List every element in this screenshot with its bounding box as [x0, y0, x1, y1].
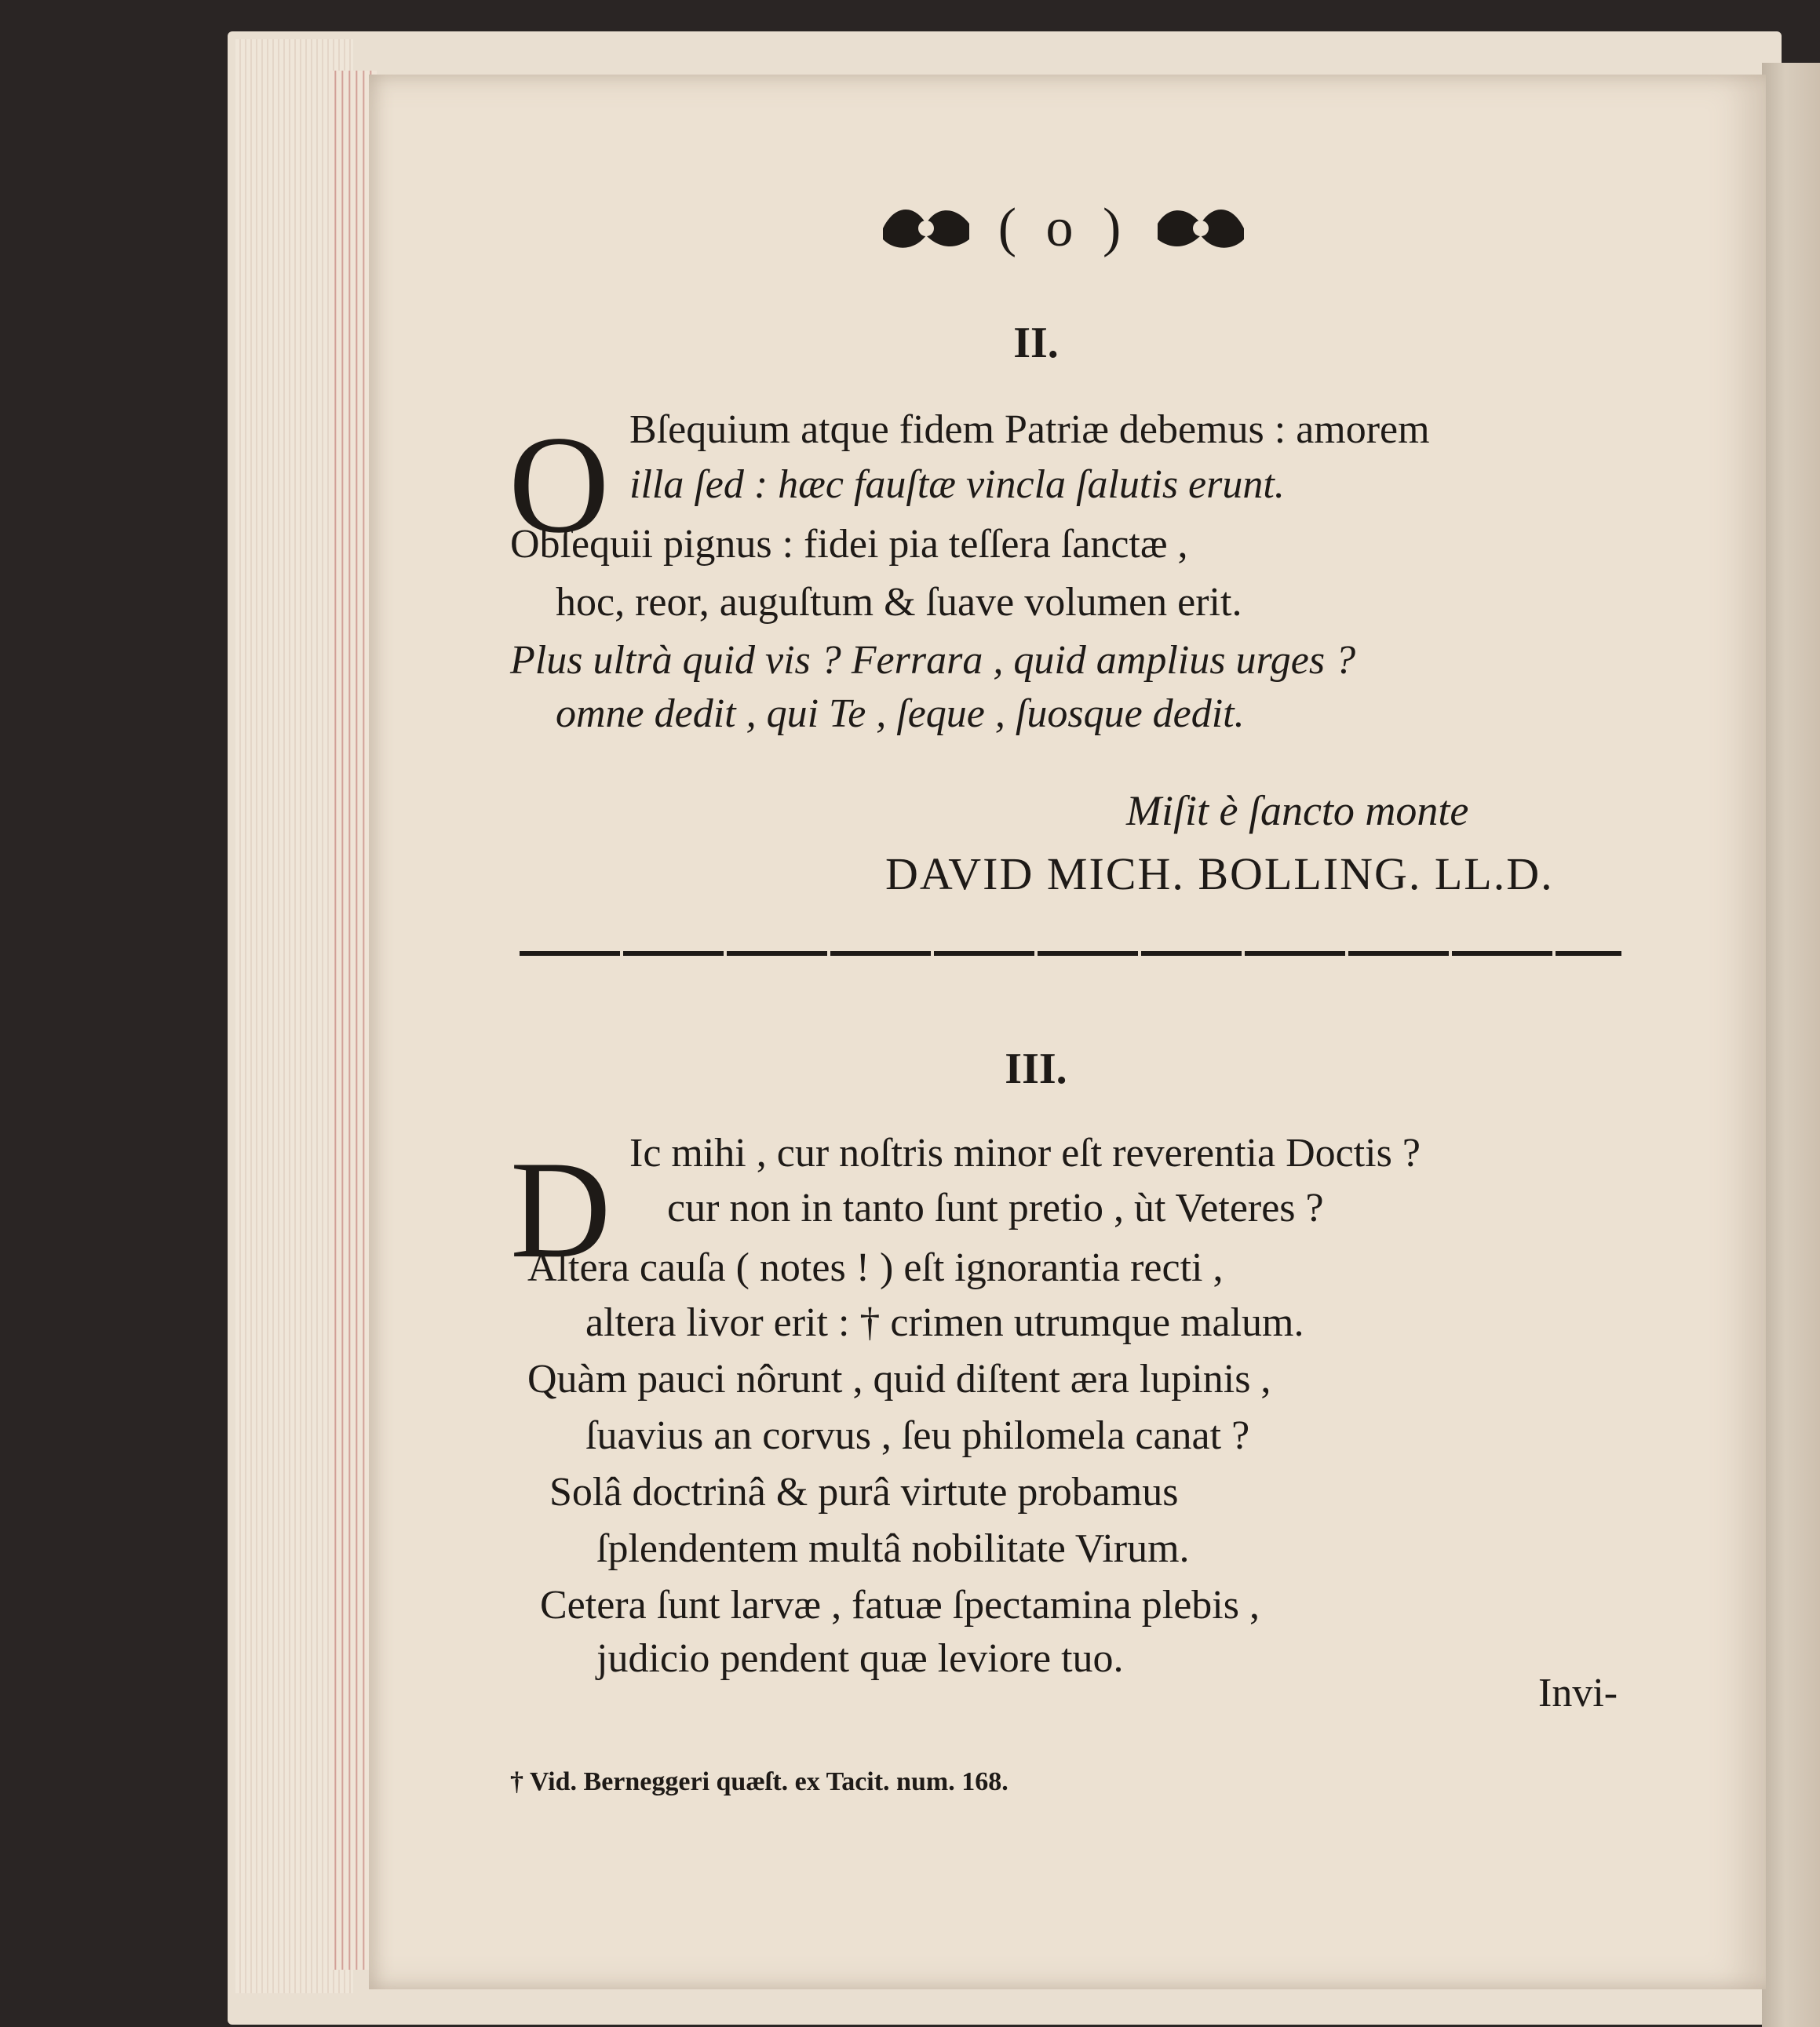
- verse-line: ſplendentem multâ nobilitate Virum.: [596, 1526, 1190, 1571]
- right-ornament-icon: [1154, 200, 1248, 257]
- drop-cap: O: [509, 406, 610, 562]
- verse-line: judicio pendent quæ leviore tuo.: [596, 1636, 1124, 1681]
- signature-intro: Miſit è ſancto monte: [1126, 787, 1469, 834]
- verse-line: omne dedit , qui Te , ſeque , ſuosque dedit.: [556, 691, 1245, 736]
- page-marker: ( o ): [998, 198, 1129, 258]
- verse-line: Solâ doctrinâ & purâ virtute probamus: [549, 1470, 1179, 1515]
- verse-line: hoc, reor, auguſtum & ſuave volumen erit.: [556, 580, 1242, 625]
- verse-line: Obſequii pignus : fidei pia teſſera ſanctæ ,: [510, 522, 1188, 567]
- signature-name: DAVID MICH. BOLLING. LL.D.: [885, 848, 1554, 899]
- footnote: † Vid. Berneggeri quæſt. ex Tacit. num. 168.: [510, 1767, 1008, 1796]
- verse-line: illa ſed : hæc fauſtæ vincla ſalutis erunt.: [629, 462, 1285, 507]
- show-through-text: [1468, 263, 1719, 310]
- section-number: III.: [1005, 1044, 1067, 1093]
- verse-line: cur non in tanto ſunt pretio , ùt Veteres ?: [667, 1186, 1324, 1230]
- section-number: II.: [1013, 319, 1059, 367]
- verse-line: Ic mihi , cur noſtris minor eſt reverentia Doctis ?: [629, 1131, 1421, 1176]
- verse-line: Plus ultrà quid vis ? Ferrara , quid amplius urges ?: [510, 638, 1356, 683]
- verse-line: altera livor erit : † crimen utrumque malum.: [585, 1300, 1304, 1345]
- catchword: Invi-: [1538, 1671, 1618, 1715]
- verse-line: Cetera ſunt larvæ , fatuæ ſpectamina plebis ,: [540, 1583, 1260, 1628]
- verse-line: Bſequium atque fidem Patriæ debemus : amorem: [629, 407, 1430, 452]
- binding-edge: [1762, 63, 1820, 2027]
- drop-cap: D: [510, 1132, 611, 1287]
- section-divider: [520, 951, 1621, 956]
- verse-line: Altera cauſa ( notes ! ) eſt ignorantia recti ,: [527, 1245, 1224, 1290]
- left-ornament-icon: [879, 200, 973, 257]
- verse-line: Quàm pauci nôrunt , quid diſtent æra lupinis ,: [527, 1357, 1271, 1402]
- verse-line: ſuavius an corvus , ſeu philomela canat ?: [585, 1413, 1250, 1458]
- page-header: [879, 200, 1248, 263]
